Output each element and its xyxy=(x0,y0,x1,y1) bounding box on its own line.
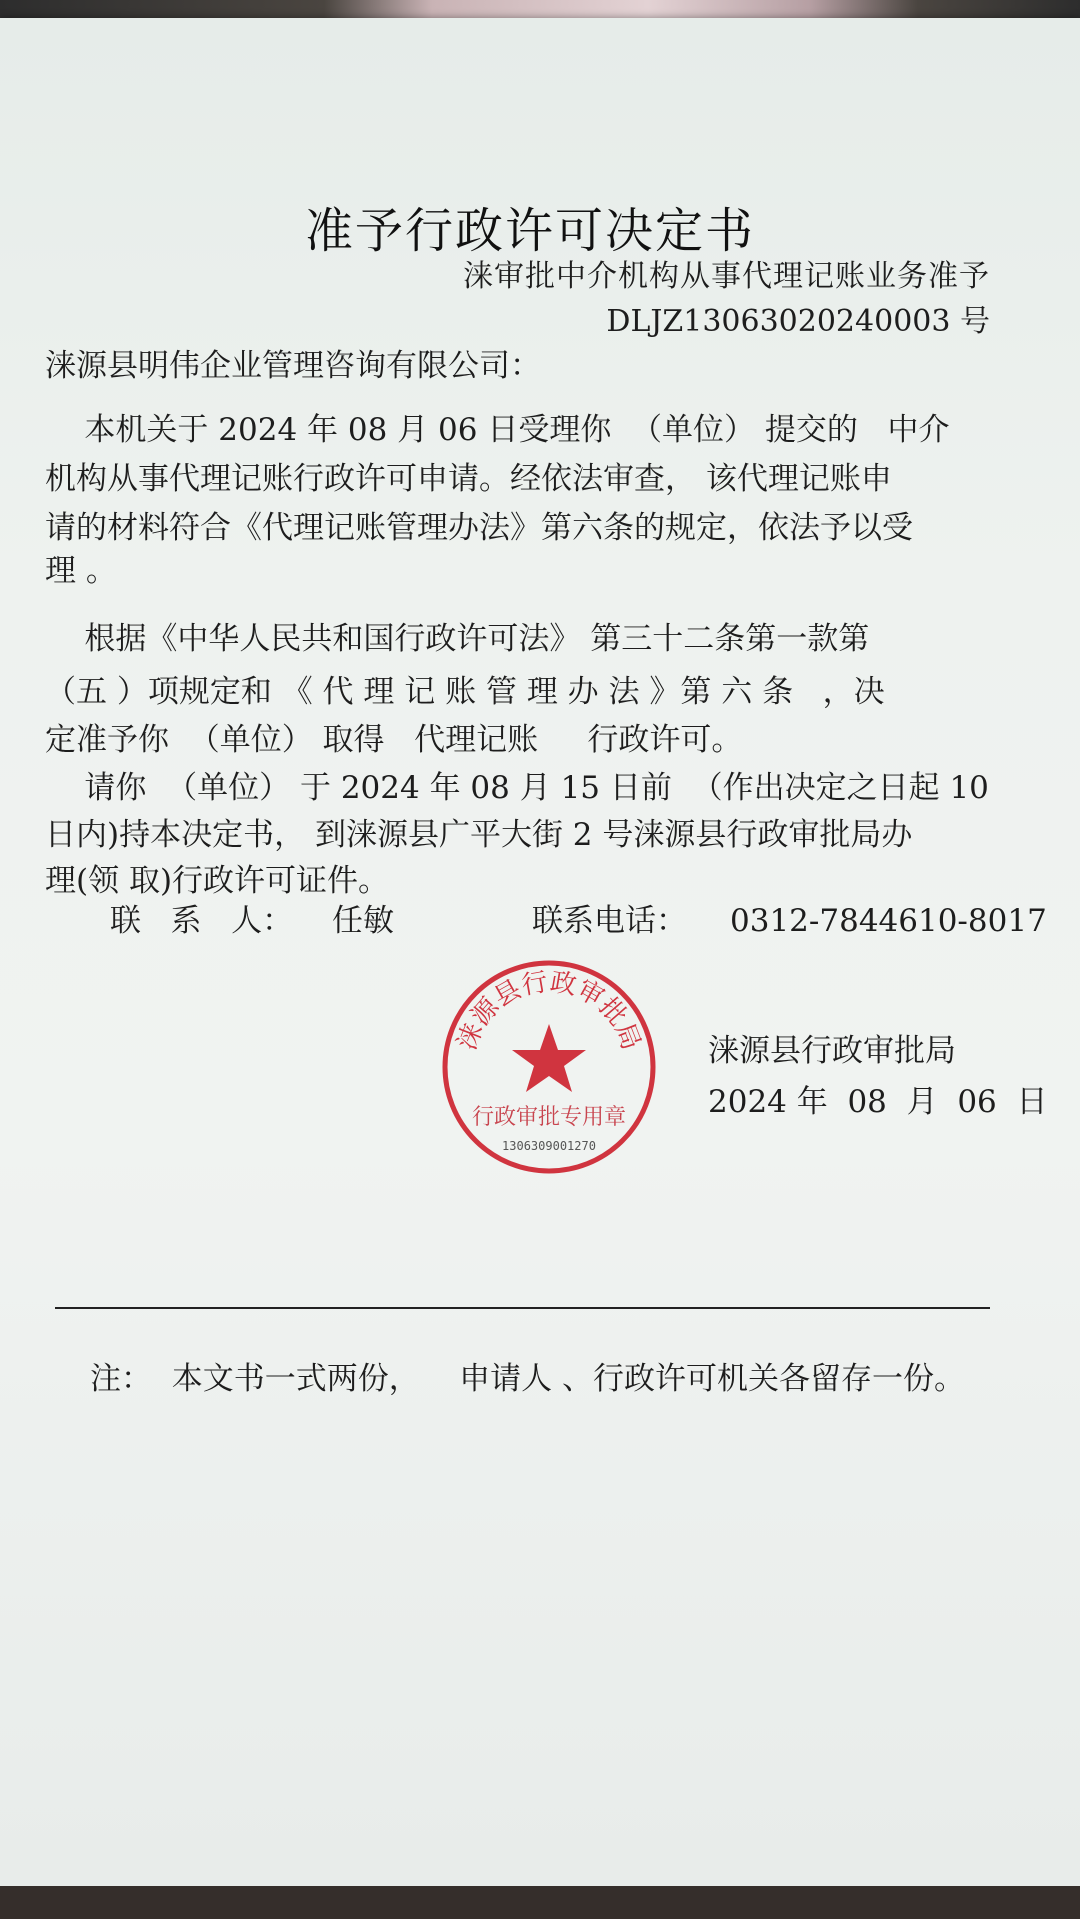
document-paper xyxy=(0,18,1080,1886)
contact-name: 任敏 xyxy=(332,903,394,939)
paragraph1-line: 请的材料符合《代理记账管理办法》第六条的规定，依法予以受 xyxy=(45,510,913,546)
divider xyxy=(55,1307,990,1309)
paragraph1-line: 理 。 xyxy=(45,553,117,589)
paragraph3-line: 请你 （单位） 于 2024 年 08 月 15 日前 （作出决定之日起 10 xyxy=(45,770,989,806)
paragraph2-line: （五 ）项规定和 《 代 理 记 账 管 理 办 法 》第 六 条 ，决 xyxy=(45,674,885,710)
paragraph1-line: 机构从事代理记账行政许可申请。经依法审查， 该代理记账申 xyxy=(45,461,892,497)
phone-number: 0312-7844610-8017 xyxy=(730,903,1047,939)
seal-top-text: 涞源县行政审批局 xyxy=(452,967,646,1055)
seal-code: 1306309001270 xyxy=(502,1139,596,1153)
document-title: 准予行政许可决定书 xyxy=(304,203,755,259)
official-seal-icon xyxy=(440,958,658,1176)
note: 注： 本文书一式两份， 申请人 、行政许可机关各留存一份。 xyxy=(90,1361,965,1397)
contact-label: 联 系 人： xyxy=(110,903,294,939)
addressee: 涞源县明伟企业管理咨询有限公司： xyxy=(45,348,541,384)
doc-number-line1: 涞审批中介机构从事代理记账业务准予 xyxy=(463,259,990,294)
paragraph3-line: 日内)持本决定书， 到涞源县广平大街 2 号涞源县行政审批局办 xyxy=(45,817,913,853)
paragraph1-line: 本机关于 2024 年 08 月 06 日受理你 （单位） 提交的 中介 xyxy=(45,412,950,448)
background-bottom xyxy=(0,1886,1080,1919)
issuer: 涞源县行政审批局 xyxy=(708,1033,956,1069)
paragraph2-line: 定准予你 （单位） 取得 代理记账 行政许可。 xyxy=(45,722,743,758)
seal-bottom-text: 行政审批专用章 xyxy=(471,1105,627,1130)
issue-date: 2024 年 08 月 06 日 xyxy=(708,1084,1048,1120)
phone-label: 联系电话： xyxy=(532,903,687,939)
paragraph2-line: 根据《中华人民共和国行政许可法》 第三十二条第一款第 xyxy=(45,621,870,657)
doc-number-line2: DLJZ13063020240003 号 xyxy=(606,304,990,339)
paragraph3-line: 理(领 取)行政许可证件。 xyxy=(45,863,390,899)
